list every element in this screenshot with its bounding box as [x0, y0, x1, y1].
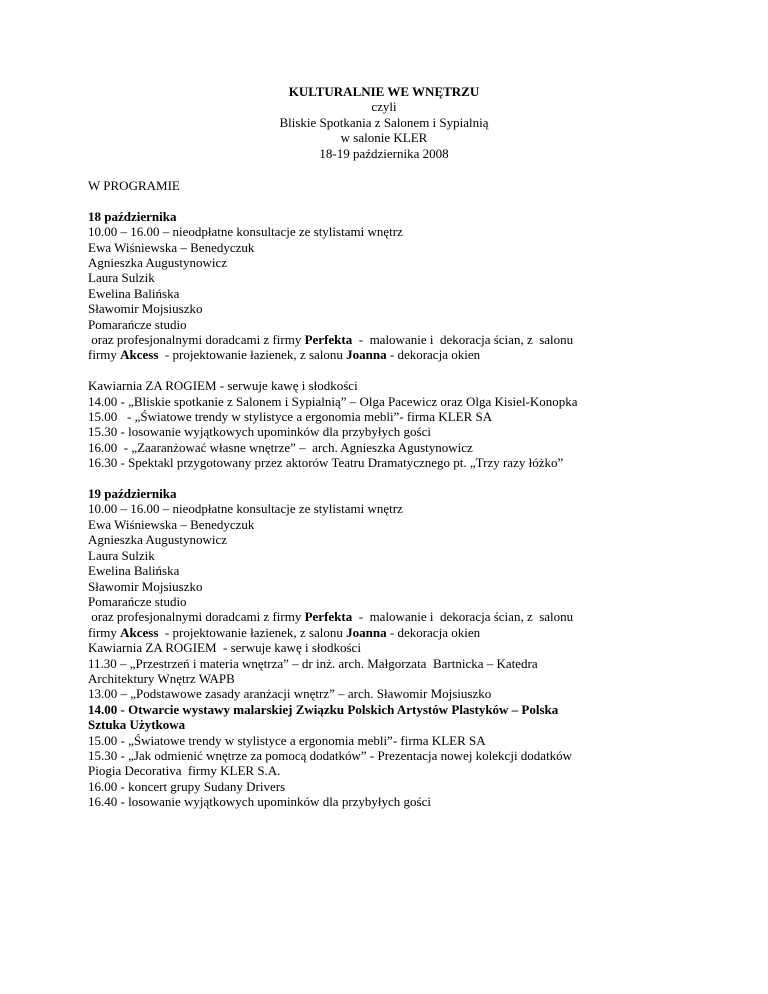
day2-stylist: Agnieszka Augustynowicz: [88, 532, 228, 548]
header-line-czyli: czyli: [371, 99, 397, 115]
spacer: [88, 363, 688, 378]
day1-stylist: Agnieszka Augustynowicz: [88, 255, 228, 271]
programme-heading: W PROGRAMIE: [88, 178, 180, 193]
event-subtitle: Bliskie Spotkania z Salonem i Sypialnią: [279, 114, 489, 130]
event-title: KULTURALNIE WE WNĘTRZU: [288, 84, 480, 99]
day1-event: 14.00 - „Bliskie spotkanie z Salonem i Sypialnią” – Olga Pacewicz oraz Olga Kisiel-Konopka: [88, 393, 578, 409]
day2-stylist: Ewa Wiśniewska – Benedyczuk: [88, 516, 255, 532]
day1-event: 16.30 - Spektakl przygotowany przez aktorów Teatru Dramatycznego pt. „Trzy razy łóżko”: [88, 455, 564, 471]
day1-event: Kawiarnia ZA ROGIEM - serwuje kawę i słodkości: [88, 378, 358, 394]
day2-stylist: Laura Sulzik: [88, 547, 155, 563]
day1-event: 16.00 - „Zaaranżować własne wnętrze” – arch. Agnieszka Agustynowicz: [88, 439, 473, 455]
day2-date: 19 października: [88, 486, 177, 502]
day2-highlight-event: 14.00 - Otwarcie wystawy malarskiej Związku Polskich Artystów Plastyków – Polska: [88, 701, 559, 717]
day2-highlight-event: Sztuka Użytkowa: [88, 717, 186, 733]
day2-event: 15.30 - „Jak odmienić wnętrze za pomocą dodatków” - Prezentacja nowej kolekcji dodatków: [88, 747, 573, 763]
day2-advisors-line2: firmy Akcess - projektowanie łazienek, z salonu Joanna - dekoracja okien: [88, 624, 481, 640]
day1-date: 18 października: [88, 208, 177, 224]
day2-consult: 10.00 – 16.00 – nieodpłatne konsultacje ze stylistami wnętrz: [88, 501, 403, 517]
day1-stylist: Laura Sulzik: [88, 270, 155, 286]
brand-akcess: Akcess: [120, 347, 159, 363]
event-venue: w salonie KLER: [340, 130, 428, 146]
day2-event: 16.40 - losowanie wyjątkowych upominków dla przybyłych gości: [88, 794, 431, 810]
day1-stylist: Ewelina Balińska: [88, 285, 180, 301]
day2-event: 11.30 – „Przestrzeń i materia wnętrza” – dr inż. arch. Małgorzata Bartnicka – Katedra: [88, 655, 538, 671]
spacer: [88, 471, 688, 486]
day2-stylist: Pomarańcze studio: [88, 593, 187, 609]
day1-event: 15.00 - „Światowe trendy w stylistyce a ergonomia mebli”- firma KLER SA: [88, 409, 493, 425]
day2-advisors-line1: oraz profesjonalnymi doradcami z firmy Perfekta - malowanie i dekoracja ścian, z salonu: [88, 609, 574, 625]
day1-stylist: Sławomir Mojsiuszko: [88, 301, 203, 317]
programme-body: [88, 178, 688, 810]
day1-stylist: Pomarańcze studio: [88, 316, 187, 332]
day2-event: 16.00 - koncert grupy Sudany Drivers: [88, 778, 286, 794]
day2-stylist: Ewelina Balińska: [88, 563, 180, 579]
event-header: [0, 84, 768, 161]
event-dates: 18-19 października 2008: [319, 145, 449, 161]
brand-perfekta: Perfekta: [304, 609, 353, 625]
brand-joanna: Joanna: [346, 347, 387, 363]
day2-event: 15.00 - „Światowe trendy w stylistyce a ergonomia mebli”- firma KLER SA: [88, 732, 486, 748]
day2-event: Architektury Wnętrz WAPB: [88, 670, 235, 686]
day2-event: Piogia Decorativa firmy KLER S.A.: [88, 763, 281, 779]
brand-joanna: Joanna: [346, 624, 387, 640]
day1-event: 15.30 - losowanie wyjątkowych upominków dla przybyłych gości: [88, 424, 431, 440]
brand-perfekta: Perfekta: [304, 332, 353, 348]
day1-consult: 10.00 – 16.00 – nieodpłatne konsultacje ze stylistami wnętrz: [88, 224, 403, 240]
day1-advisors-line2: firmy Akcess - projektowanie łazienek, z salonu Joanna - dekoracja okien: [88, 347, 481, 363]
day2-event: Kawiarnia ZA ROGIEM - serwuje kawę i słodkości: [88, 640, 361, 656]
brand-akcess: Akcess: [120, 624, 159, 640]
day1-advisors-line1: oraz profesjonalnymi doradcami z firmy Perfekta - malowanie i dekoracja ścian, z salonu: [88, 332, 574, 348]
day2-stylist: Sławomir Mojsiuszko: [88, 578, 203, 594]
day2-event: 13.00 – „Podstawowe zasady aranżacji wnętrz” – arch. Sławomir Mojsiuszko: [88, 686, 492, 702]
spacer: [88, 193, 688, 208]
day1-stylist: Ewa Wiśniewska – Benedyczuk: [88, 239, 255, 255]
